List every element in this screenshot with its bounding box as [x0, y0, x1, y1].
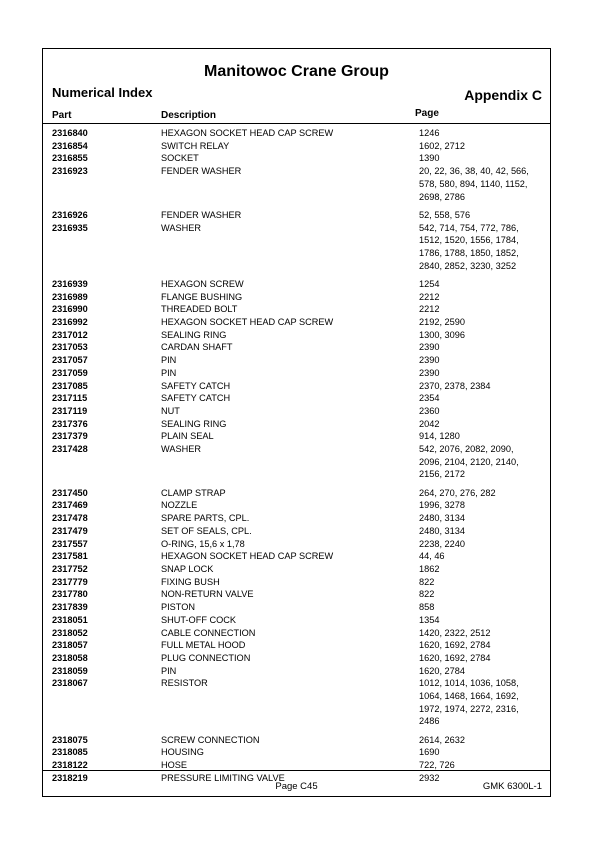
page-references [419, 291, 545, 304]
page-reference-line: 2192, 2590 [419, 317, 465, 328]
part-description: FENDER WASHER [161, 166, 242, 177]
table-row [43, 665, 550, 678]
page-reference-line: 1620, 1692, 2784 [419, 640, 491, 651]
page-references [419, 405, 545, 418]
part-number: 2318219 [52, 772, 88, 783]
part-number: 2318067 [52, 678, 88, 689]
model-label: GMK 6300L-1 [482, 781, 542, 792]
part-number: 2318075 [52, 734, 88, 745]
column-header-description: Description [161, 110, 217, 121]
part-description: PRESSURE LIMITING VALVE [161, 772, 285, 783]
part-description: PISTON [161, 602, 196, 613]
page-references [419, 329, 545, 342]
part-number: 2317119 [52, 405, 88, 416]
part-number: 2317478 [52, 513, 88, 524]
page-reference-line: 2614, 2632 [419, 734, 465, 745]
page-references [419, 614, 545, 627]
page-references [419, 550, 545, 563]
table-row [43, 316, 550, 329]
footer-divider [43, 770, 550, 771]
page-reference-line: 2486 [419, 716, 440, 727]
part-number: 2316939 [52, 278, 88, 289]
part-description: O-RING, 15,6 x 1,78 [161, 538, 245, 549]
page-references [419, 443, 545, 481]
part-number: 2318058 [52, 652, 88, 663]
page-reference-line: 1246 [419, 128, 440, 138]
part-number: 2317115 [52, 393, 88, 404]
part-description: SAFETY CATCH [161, 380, 231, 391]
part-number: 2317059 [52, 367, 88, 378]
part-description: SPARE PARTS, CPL. [161, 513, 250, 524]
page-reference-line: 1620, 1692, 2784 [419, 652, 491, 663]
page-reference-line: 1602, 2712 [419, 140, 465, 151]
part-description: SEALING RING [161, 418, 227, 429]
part-number: 2317057 [52, 355, 88, 366]
page-references [419, 576, 545, 589]
table-row [43, 443, 550, 481]
part-description: WASHER [161, 222, 201, 233]
page-references [419, 525, 545, 538]
page-references [419, 499, 545, 512]
part-description: SNAP LOCK [161, 563, 214, 574]
part-description: SCREW CONNECTION [161, 734, 260, 745]
page-reference-line: 2096, 2104, 2120, 2140, [419, 456, 519, 467]
part-number: 2316923 [52, 166, 88, 177]
table-row [43, 677, 550, 728]
part-description: NUT [161, 405, 180, 416]
part-number: 2317450 [52, 487, 88, 498]
page-reference-line: 722, 726 [419, 760, 455, 771]
page-references [419, 392, 545, 405]
page-reference-line: 2354 [419, 393, 440, 404]
part-description: PLUG CONNECTION [161, 652, 251, 663]
table-row [43, 614, 550, 627]
page-reference-line: 2212 [419, 291, 440, 302]
part-number: 2316855 [52, 153, 88, 164]
part-description: SWITCH RELAY [161, 140, 230, 151]
page-references [419, 341, 545, 354]
part-number: 2316989 [52, 291, 88, 302]
page-references [419, 512, 545, 525]
part-description: HEXAGON SOCKET HEAD CAP SCREW [161, 128, 334, 138]
page-reference-line: 2698, 2786 [419, 191, 465, 202]
page-reference-line: 2932 [419, 772, 440, 783]
part-number: 2316926 [52, 209, 88, 220]
page-reference-line: 2042 [419, 418, 440, 429]
part-description: HOUSING [161, 747, 204, 758]
page-references [419, 538, 545, 551]
page-references [419, 430, 545, 443]
table-row [43, 418, 550, 431]
part-description: PIN [161, 355, 177, 366]
page-reference-line: 2238, 2240 [419, 538, 465, 549]
part-description: SOCKET [161, 153, 199, 164]
part-description: NON-RETURN VALVE [161, 589, 254, 600]
page-reference-line: 2390 [419, 355, 440, 366]
page-references [419, 354, 545, 367]
part-number: 2317779 [52, 576, 88, 587]
part-description: PIN [161, 367, 177, 378]
page-references [419, 652, 545, 665]
table-row [43, 367, 550, 380]
page-references [419, 278, 545, 291]
page-references [419, 588, 545, 601]
table-row [43, 209, 550, 222]
page-references [419, 367, 545, 380]
table-row [43, 354, 550, 367]
part-number: 2317839 [52, 602, 88, 613]
header-divider [43, 123, 550, 124]
page-references [419, 222, 545, 273]
part-description: FIXING BUSH [161, 576, 220, 587]
page-references [419, 487, 545, 500]
table-row [43, 746, 550, 759]
page-references [419, 380, 545, 393]
page-number: Page C45 [275, 781, 318, 792]
table-row [43, 588, 550, 601]
index-table [43, 127, 550, 785]
table-row [43, 430, 550, 443]
part-number: 2316854 [52, 140, 88, 151]
page-references [419, 209, 545, 222]
part-number: 2317012 [52, 329, 88, 340]
part-description: RESISTOR [161, 678, 208, 689]
part-description: HEXAGON SCREW [161, 278, 244, 289]
page-reference-line: 1786, 1788, 1850, 1852, [419, 247, 519, 258]
table-row [43, 303, 550, 316]
page-reference-line: 1300, 3096 [419, 329, 465, 340]
page-references [419, 165, 545, 203]
part-number: 2317752 [52, 563, 88, 574]
table-row [43, 405, 550, 418]
part-number: 2318052 [52, 627, 88, 638]
page-references [419, 152, 545, 165]
part-number: 2318059 [52, 665, 88, 676]
table-row [43, 512, 550, 525]
page-reference-line: 914, 1280 [419, 431, 460, 442]
page-reference-line: 44, 46 [419, 551, 445, 562]
page-reference-line: 1512, 1520, 1556, 1784, [419, 235, 519, 246]
page-reference-line: 1690 [419, 747, 440, 758]
page-reference-line: 52, 558, 576 [419, 209, 471, 220]
part-number: 2316990 [52, 304, 88, 315]
page-reference-line: 2370, 2378, 2384 [419, 380, 491, 391]
page-references [419, 140, 545, 153]
table-row [43, 499, 550, 512]
page-reference-line: 2360 [419, 405, 440, 416]
part-description: SEALING RING [161, 329, 227, 340]
column-header-page: Page [415, 108, 439, 119]
table-row [43, 152, 550, 165]
table-row [43, 165, 550, 203]
part-number: 2317780 [52, 589, 88, 600]
page-reference-line: 264, 270, 276, 282 [419, 487, 496, 498]
part-number: 2317479 [52, 525, 88, 536]
table-row [43, 222, 550, 273]
page-reference-line: 2480, 3134 [419, 525, 465, 536]
part-description: PLAIN SEAL [161, 431, 214, 442]
part-number: 2316992 [52, 317, 88, 328]
part-number: 2317581 [52, 551, 88, 562]
section-title: Numerical Index [52, 85, 153, 100]
table-row [43, 576, 550, 589]
page-references [419, 746, 545, 759]
part-description: THREADED BOLT [161, 304, 238, 315]
table-row [43, 601, 550, 614]
part-number: 2317428 [52, 444, 88, 455]
page-reference-line: 1972, 1974, 2272, 2316, [419, 703, 519, 714]
page-reference-line: 1390 [419, 153, 440, 164]
page-references [419, 601, 545, 614]
page-reference-line: 822 [419, 576, 435, 587]
part-description: HEXAGON SOCKET HEAD CAP SCREW [161, 551, 334, 562]
part-number: 2317053 [52, 342, 88, 353]
part-number: 2316935 [52, 222, 88, 233]
page-references [419, 418, 545, 431]
part-number: 2318122 [52, 760, 88, 771]
page-references [419, 316, 545, 329]
page-reference-line: 1620, 2784 [419, 665, 465, 676]
part-description: FENDER WASHER [161, 209, 242, 220]
part-description: WASHER [161, 444, 201, 455]
part-number: 2318085 [52, 747, 88, 758]
page-references [419, 627, 545, 640]
table-row [43, 291, 550, 304]
table-row [43, 140, 550, 153]
part-description: SET OF SEALS, CPL. [161, 525, 252, 536]
table-row [43, 341, 550, 354]
page-references [419, 639, 545, 652]
table-row [43, 487, 550, 500]
part-number: 2317557 [52, 538, 88, 549]
part-number: 2317085 [52, 380, 88, 391]
table-row [43, 278, 550, 291]
table-row [43, 627, 550, 640]
page-references [419, 677, 545, 728]
page-references [419, 127, 545, 140]
page-reference-line: 1012, 1014, 1036, 1058, [419, 678, 519, 689]
part-description: SHUT-OFF COCK [161, 614, 237, 625]
page-reference-line: 2840, 2852, 3230, 3252 [419, 260, 517, 271]
table-row [43, 550, 550, 563]
page-reference-line: 1862 [419, 563, 440, 574]
page-references [419, 303, 545, 316]
part-description: PIN [161, 665, 177, 676]
table-row [43, 392, 550, 405]
page-reference-line: 2390 [419, 342, 440, 353]
document-title: Manitowoc Crane Group [204, 63, 389, 80]
page-reference-line: 1064, 1468, 1664, 1692, [419, 691, 519, 702]
page-references [419, 563, 545, 576]
table-row [43, 329, 550, 342]
page-reference-line: 858 [419, 602, 435, 613]
table-row [43, 538, 550, 551]
part-description: CABLE CONNECTION [161, 627, 256, 638]
part-number: 2318057 [52, 640, 88, 651]
page-references [419, 734, 545, 747]
page-reference-line: 542, 714, 754, 772, 786, [419, 222, 519, 233]
table-row [43, 652, 550, 665]
part-description: HOSE [161, 760, 188, 771]
part-description: FLANGE BUSHING [161, 291, 243, 302]
table-row [43, 639, 550, 652]
table-row [43, 563, 550, 576]
page-reference-line: 2156, 2172 [419, 469, 465, 480]
part-description: CARDAN SHAFT [161, 342, 233, 353]
page-reference-line: 1254 [419, 278, 440, 289]
page-reference-line: 578, 580, 894, 1140, 1152, [419, 178, 528, 189]
page-reference-line: 1354 [419, 614, 440, 625]
page-reference-line: 2480, 3134 [419, 513, 465, 524]
table-row [43, 127, 550, 140]
part-number: 2317376 [52, 418, 88, 429]
page-reference-line: 20, 22, 36, 38, 40, 42, 566, [419, 166, 529, 177]
part-description: NOZZLE [161, 500, 198, 511]
table-row [43, 525, 550, 538]
page-references [419, 665, 545, 678]
part-number: 2317469 [52, 500, 88, 511]
part-number: 2318051 [52, 614, 88, 625]
page-reference-line: 2390 [419, 367, 440, 378]
page-reference-line: 1420, 2322, 2512 [419, 627, 491, 638]
part-description: HEXAGON SOCKET HEAD CAP SCREW [161, 317, 334, 328]
table-row [43, 380, 550, 393]
part-number: 2317379 [52, 431, 88, 442]
part-description: SAFETY CATCH [161, 393, 231, 404]
part-description: FULL METAL HOOD [161, 640, 246, 651]
column-header-part: Part [52, 110, 72, 121]
table-row [43, 734, 550, 747]
part-number: 2316840 [52, 128, 88, 138]
page-reference-line: 822 [419, 589, 435, 600]
page-reference-line: 542, 2076, 2082, 2090, [419, 444, 514, 455]
page-reference-line: 1996, 3278 [419, 500, 465, 511]
page-reference-line: 2212 [419, 304, 440, 315]
appendix-label: Appendix C [464, 87, 542, 103]
part-description: CLAMP STRAP [161, 487, 226, 498]
page-frame [42, 48, 551, 797]
